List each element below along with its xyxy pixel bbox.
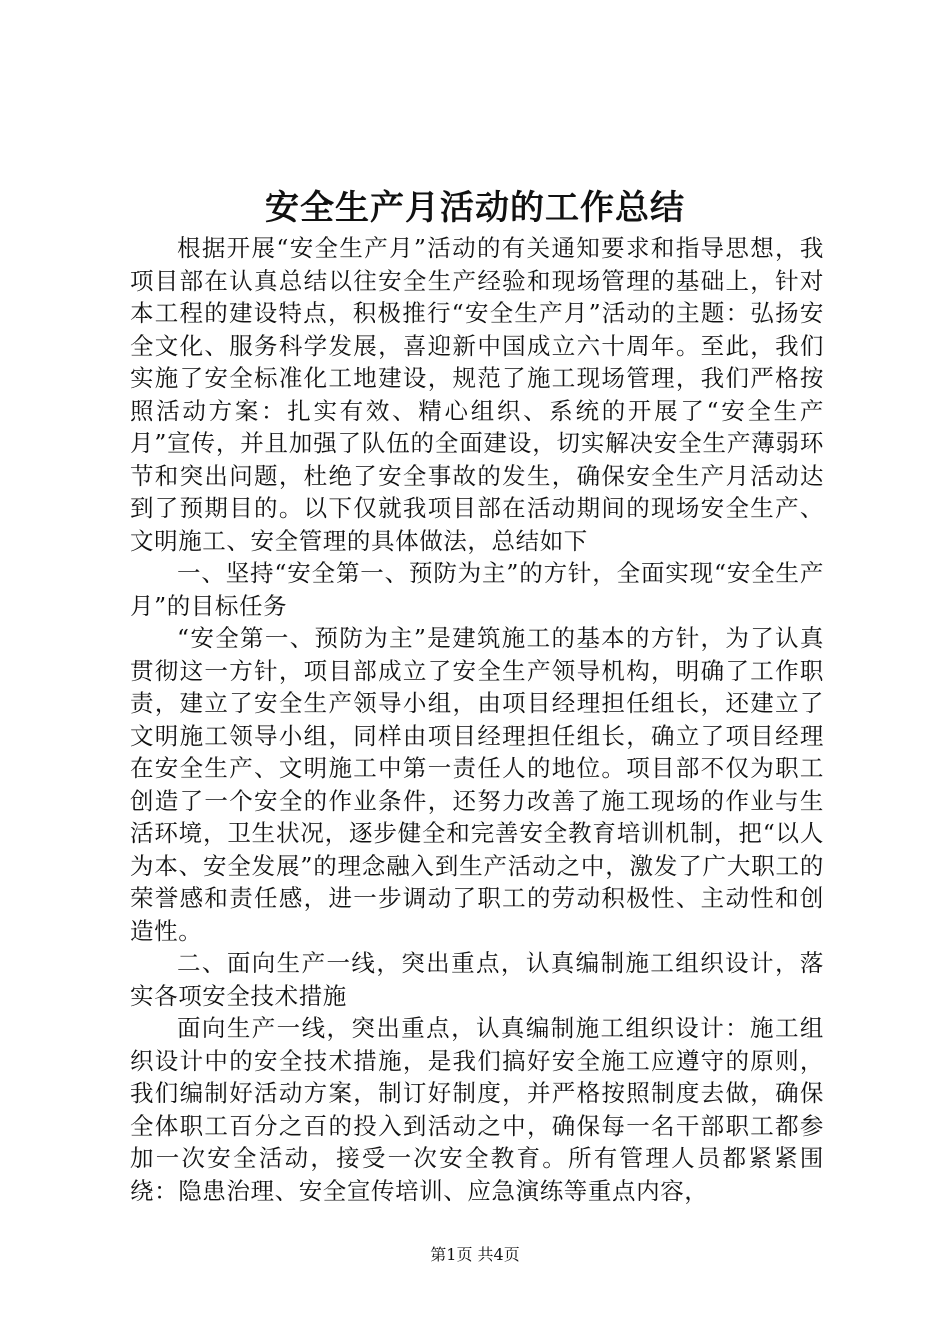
document-body [130,232,824,1207]
paragraph-section-1: “安全第一、预防为主”是建筑施工的基本的方针，为了认真贯彻这一方针，项目部成立了安全生产领导机构，明确了工作职责，建立了安全生产领导小组，由项目经理担任组长，还建立了文明施工领导小组，同样由项目经理担任组长，确立了项目经理在安全生产、文明施工中第一责任人的地位。项目部不仅为职工创造了一个安全的作业条件，还努力改善了施工现场的作业与生活环境，卫生状况，逐步健全和完善安全教育培训机制，把“以人为本、安全发展”的理念融入到生产活动之中，激发了广大职工的荣誉感和责任感，进一步调动了职工的劳动积极性、主动性和创造性。 [130,624,824,945]
page-number: 第1页 共4页 [430,1245,520,1264]
section-heading-2: 二、面向生产一线，突出重点，认真编制施工组织设计，落实各项安全技术措施 [130,949,824,1010]
paragraph-section-2: 面向生产一线，突出重点，认真编制施工组织设计：施工组织设计中的安全技术措施，是我们搞好安全施工应遵守的原则，我们编制好活动方案，制订好制度，并严格按照制度去做，确保全体职工百分之百的投入到活动之中，确保每一名干部职工都参加一次安全活动，接受一次安全教育。所有管理人员都紧紧围绕：隐患治理、安全宣传培训、应急演练等重点内容， [130,1014,824,1205]
paragraph-intro: 根据开展“安全生产月”活动的有关通知要求和指导思想，我项目部在认真总结以往安全生产经验和现场管理的基础上，针对本工程的建设特点，积极推行“安全生产月”活动的主题：弘扬安全文化、服务科学发展，喜迎新中国成立六十周年。至此，我们实施了安全标准化工地建设，规范了施工现场管理，我们严格按照活动方案：扎实有效、精心组织、系统的开展了“安全生产月”宣传，并且加强了队伍的全面建设，切实解决安全生产薄弱环节和突出问题，杜绝了安全事故的发生，确保安全生产月活动达到了预期目的。以下仅就我项目部在活动期间的现场安全生产、文明施工、安全管理的具体做法，总结如下 [130,234,824,555]
section-heading-1: 一、坚持“安全第一、预防为主”的方针，全面实现“安全生产月”的目标任务 [130,559,824,620]
document-title: 安全生产月活动的工作总结 [265,188,685,228]
